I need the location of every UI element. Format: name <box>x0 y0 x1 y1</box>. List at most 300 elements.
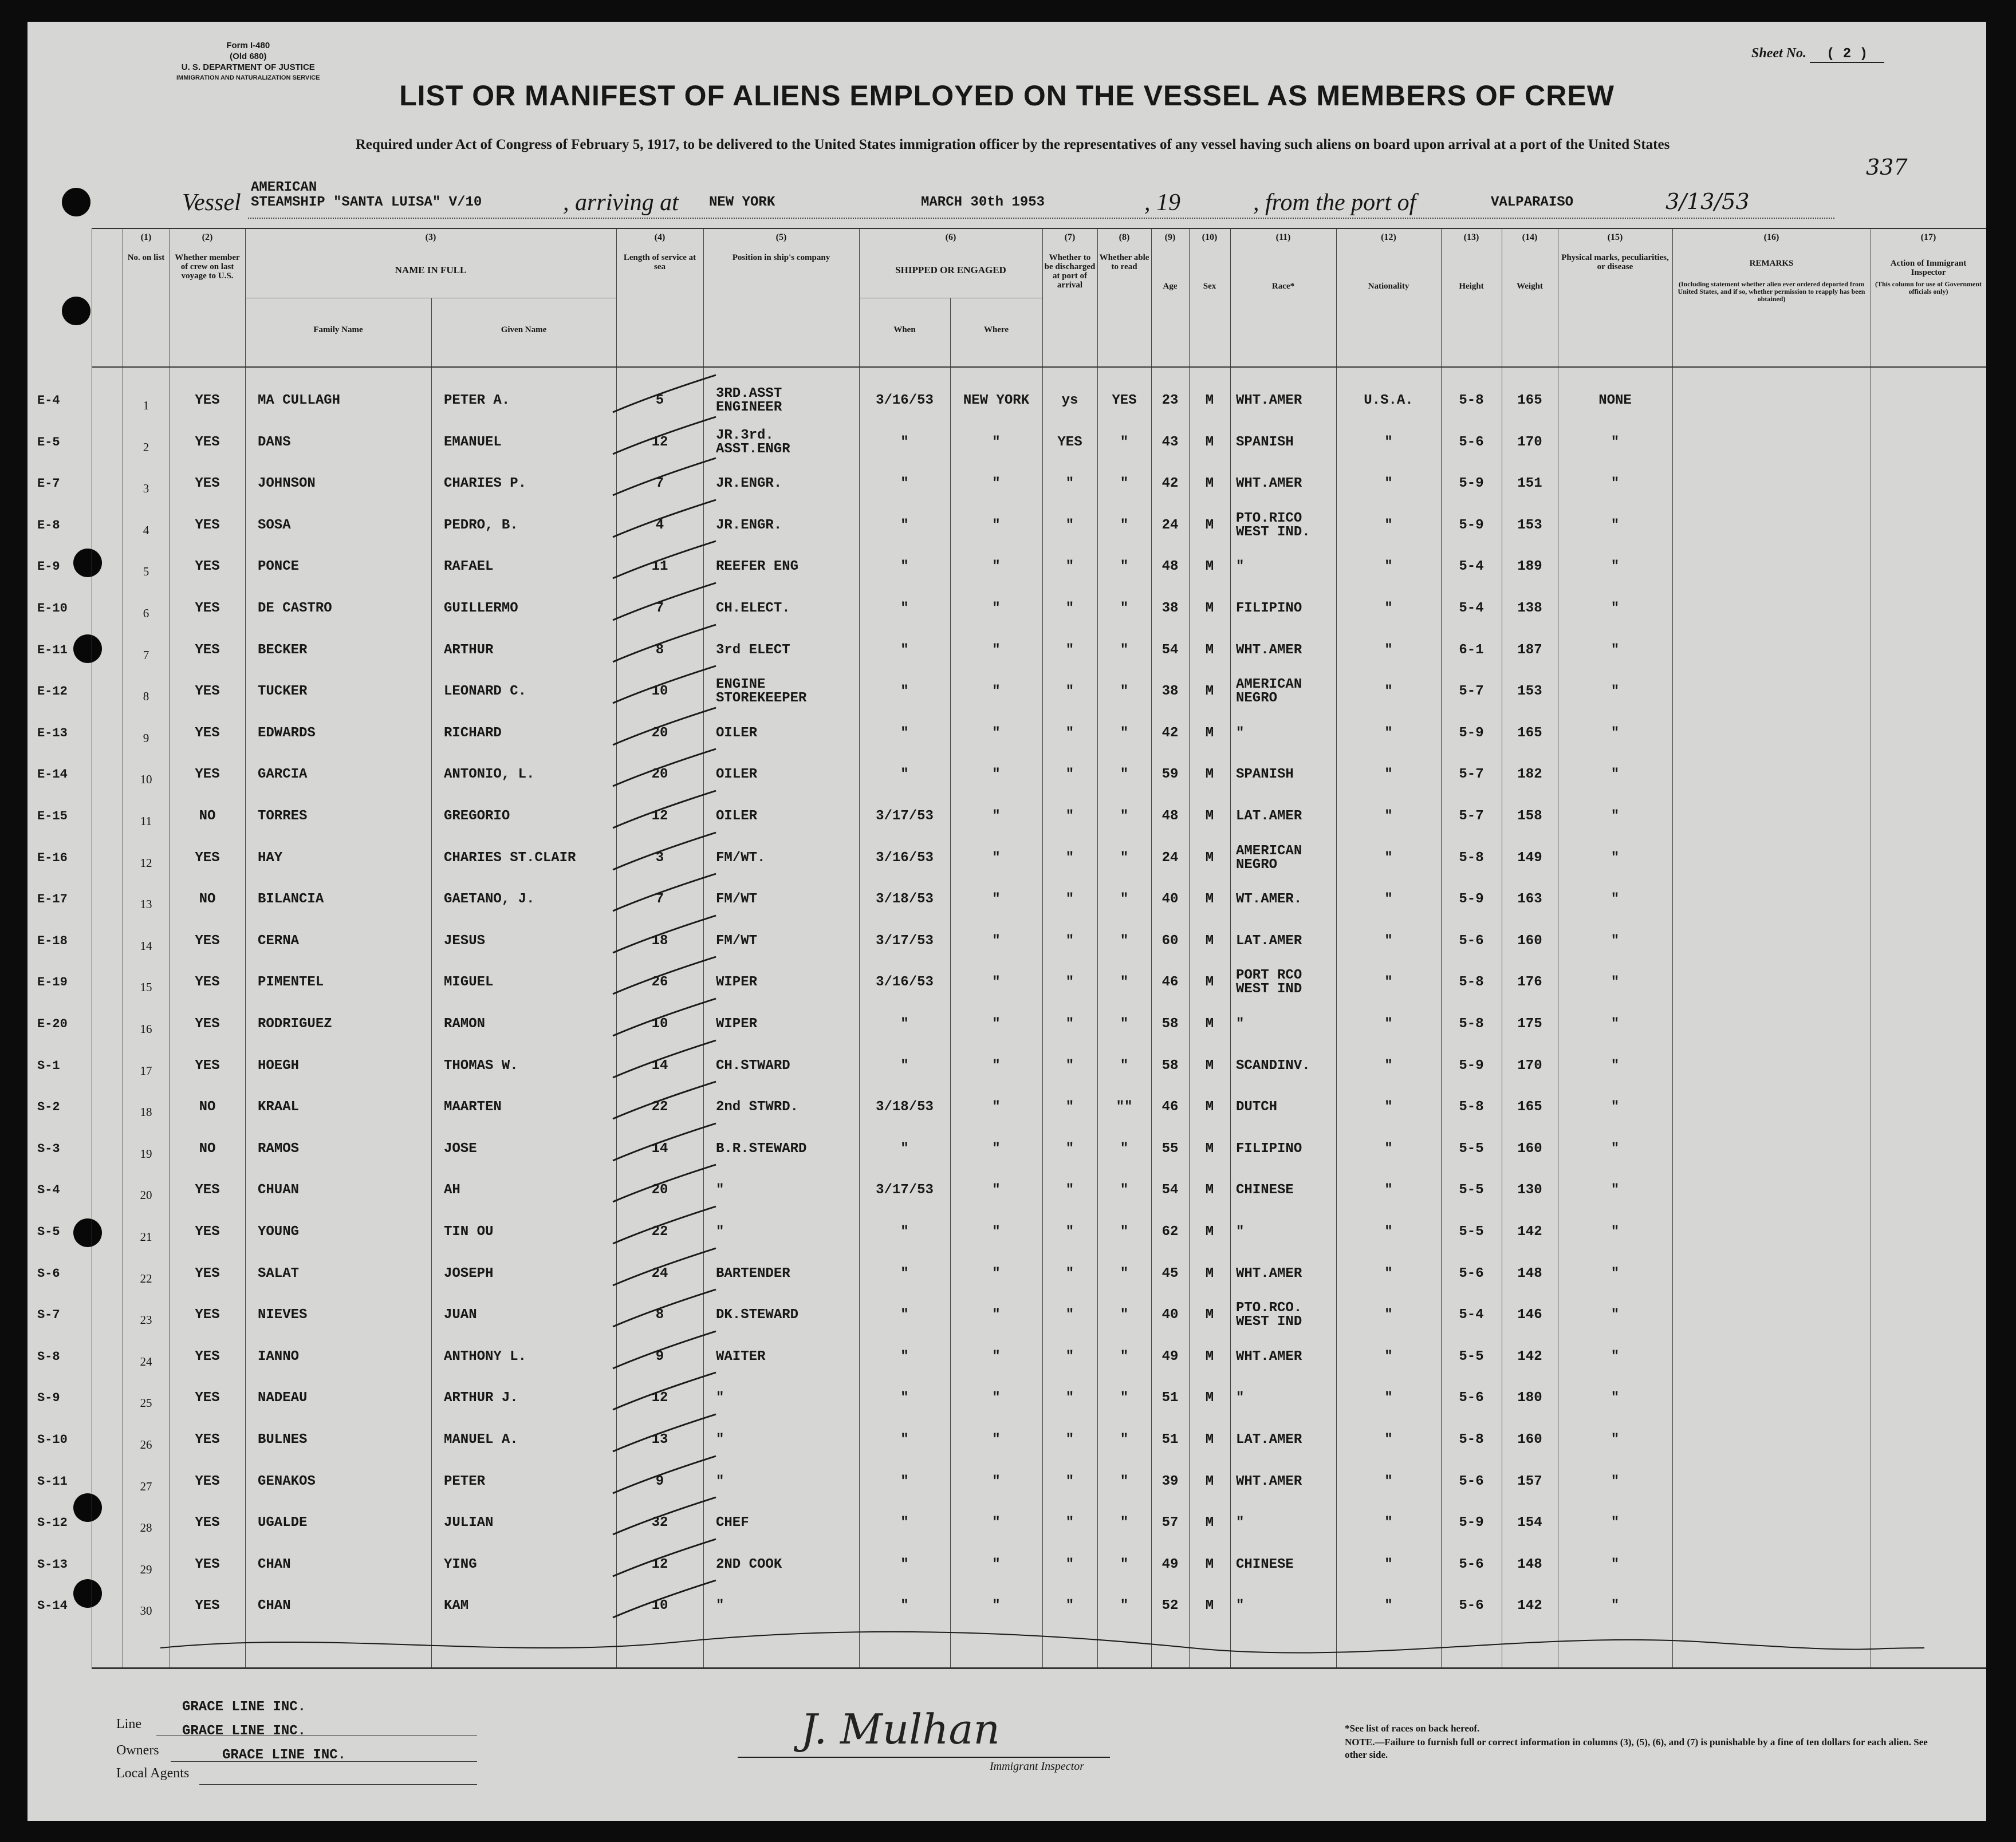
cell-id: S-5 <box>37 1225 60 1239</box>
cell-nat: " <box>1384 434 1393 450</box>
cell-prev: YES <box>195 1515 220 1531</box>
cell-sex: M <box>1205 434 1214 450</box>
check-mark-icon <box>607 1370 722 1415</box>
cell-race: SCANDINV. <box>1236 1058 1310 1074</box>
check-mark-icon <box>607 1494 722 1540</box>
cell-given: YING <box>444 1556 477 1572</box>
column-header: No. on list <box>127 253 165 262</box>
cell-when: " <box>900 1265 909 1281</box>
cell-id: E-16 <box>37 850 68 865</box>
cell-pos: 2ND COOK <box>716 1556 782 1572</box>
cell-race: PORT RCO WEST IND <box>1236 968 1302 997</box>
cell-pos: CHEF <box>716 1515 749 1531</box>
cell-age: 24 <box>1161 517 1179 533</box>
cell-given: KAM <box>444 1598 469 1614</box>
cell-pos: " <box>716 1182 724 1198</box>
cell-wt: 180 <box>1517 1390 1542 1406</box>
cell-family: MA CULLAGH <box>258 393 341 408</box>
cell-prev: YES <box>195 933 220 949</box>
cell-family: DANS <box>258 434 291 450</box>
cell-sex: M <box>1205 808 1214 824</box>
cell-prev: YES <box>195 393 220 408</box>
cell-wt: 153 <box>1517 517 1542 533</box>
cell-wt: 160 <box>1517 1432 1542 1447</box>
cell-where: " <box>992 1515 1001 1531</box>
check-mark-icon <box>607 1038 722 1083</box>
cell-age: 48 <box>1161 559 1179 575</box>
cell-race: AMERICAN NEGRO <box>1236 843 1302 873</box>
cell-pos: " <box>716 1473 724 1489</box>
cell-read: " <box>1120 434 1129 450</box>
cell-n: 10 <box>140 772 152 787</box>
cell-pos: 3RD.ASST ENGINEER <box>716 386 782 415</box>
cell-marks: " <box>1611 1348 1620 1364</box>
cell-read: " <box>1120 892 1129 908</box>
cell-family: KRAAL <box>258 1099 300 1115</box>
cell-nat: " <box>1384 1058 1393 1074</box>
owners-label: Owners <box>116 1743 159 1758</box>
cell-where: " <box>992 1432 1001 1447</box>
cell-when: 3/17/53 <box>876 1182 934 1198</box>
cell-id: S-13 <box>37 1557 68 1572</box>
cell-family: HAY <box>258 850 283 866</box>
cell-race: AMERICAN NEGRO <box>1236 677 1302 707</box>
cell-given: GAETANO, J. <box>444 892 535 908</box>
cell-id: E-15 <box>37 809 68 823</box>
cell-race: WHT.AMER <box>1236 393 1302 408</box>
column-number: (10) <box>1202 232 1218 242</box>
cell-nat: " <box>1384 1224 1393 1240</box>
cell-prev: YES <box>195 1307 220 1323</box>
remarks-note: (Including statement whether alien ever ordered deported from United States, and if so, whether permission to reapply has been obtained) <box>1678 280 1865 303</box>
cell-ht: 5-5 <box>1459 1141 1484 1157</box>
arrival-date: MARCH 30th 1953 <box>921 195 1045 210</box>
cell-where: " <box>992 1390 1001 1406</box>
shipped-when-header: When <box>893 325 916 334</box>
cell-read: " <box>1120 1473 1129 1489</box>
cell-race: CHINESE <box>1236 1182 1294 1198</box>
cell-svc: 8 <box>655 1307 664 1323</box>
cell-id: S-8 <box>37 1349 60 1364</box>
check-mark-icon <box>607 1328 722 1374</box>
cell-when: " <box>900 601 909 616</box>
cell-ht: 5-8 <box>1459 1016 1484 1032</box>
cell-nat: " <box>1384 1390 1393 1406</box>
cell-marks: " <box>1611 684 1620 700</box>
cell-race: WT.AMER. <box>1236 892 1302 908</box>
cell-wt: 146 <box>1517 1307 1542 1323</box>
cell-id: S-9 <box>37 1391 60 1406</box>
cell-race: FILIPINO <box>1236 601 1302 616</box>
cell-pos: CH.STWARD <box>716 1058 790 1074</box>
cell-id: E-4 <box>37 393 60 408</box>
cell-pos: JR.ENGR. <box>716 476 782 492</box>
cell-nat: " <box>1384 1182 1393 1198</box>
cell-ht: 5-6 <box>1459 1390 1484 1406</box>
cell-n: 17 <box>140 1063 152 1078</box>
cell-family: PONCE <box>258 559 300 575</box>
cell-age: 58 <box>1161 1058 1179 1074</box>
cell-wt: 158 <box>1517 808 1542 824</box>
cell-marks: " <box>1611 434 1620 450</box>
cell-ht: 5-5 <box>1459 1224 1484 1240</box>
cell-prev: YES <box>195 559 220 575</box>
cell-age: 38 <box>1161 601 1179 616</box>
cell-svc: 4 <box>655 517 664 533</box>
cell-sex: M <box>1205 1224 1214 1240</box>
cell-age: 23 <box>1161 393 1179 408</box>
column-number: (17) <box>1920 232 1936 242</box>
cell-read: " <box>1120 1182 1129 1198</box>
cell-wt: 176 <box>1517 975 1542 991</box>
cell-n: 6 <box>143 606 149 620</box>
cell-wt: 165 <box>1517 1099 1542 1115</box>
cell-sex: M <box>1205 642 1214 658</box>
cell-given: JOSEPH <box>444 1265 494 1281</box>
cell-svc: 26 <box>651 975 668 991</box>
cell-prev: YES <box>195 1556 220 1572</box>
cell-race: SPANISH <box>1236 767 1294 783</box>
cell-sex: M <box>1205 1348 1214 1364</box>
column-header: Length of service at sea <box>623 253 696 271</box>
check-mark-icon <box>607 414 722 460</box>
cell-sex: M <box>1205 1058 1214 1074</box>
cell-dis: " <box>1065 1265 1074 1281</box>
cell-where: " <box>992 1265 1001 1281</box>
cell-given: ANTONIO, L. <box>444 767 535 783</box>
column-number: (14) <box>1522 232 1538 242</box>
cell-race: WHT.AMER <box>1236 1473 1302 1489</box>
cell-prev: YES <box>195 1224 220 1240</box>
cell-pos: CH.ELECT. <box>716 601 790 616</box>
check-mark-icon <box>607 1204 722 1249</box>
cell-id: S-2 <box>37 1100 60 1115</box>
cell-when: " <box>900 767 909 783</box>
column-header: NAME IN FULL <box>395 265 467 275</box>
column-number: (15) <box>1607 232 1623 242</box>
cell-wt: 149 <box>1517 850 1542 866</box>
cell-id: S-4 <box>37 1183 60 1198</box>
cell-sex: M <box>1205 559 1214 575</box>
cell-when: 3/18/53 <box>876 892 934 908</box>
form-old-number: (Old 680) <box>230 52 267 61</box>
from-port: VALPARAISO <box>1491 195 1574 210</box>
cell-n: 13 <box>140 897 152 912</box>
cell-ht: 5-4 <box>1459 559 1484 575</box>
cell-marks: " <box>1611 767 1620 783</box>
cell-when: 3/16/53 <box>876 393 934 408</box>
column-header: Nationality <box>1368 282 1409 291</box>
cell-sex: M <box>1205 684 1214 700</box>
column-header: Position in ship's company <box>732 253 830 262</box>
cell-pos: OILER <box>716 767 758 783</box>
cell-where: NEW YORK <box>963 393 1030 408</box>
cell-age: 40 <box>1161 1307 1179 1323</box>
cell-race: LAT.AMER <box>1236 808 1302 824</box>
cell-where: " <box>992 642 1001 658</box>
cell-age: 62 <box>1161 1224 1179 1240</box>
column-number: (13) <box>1463 232 1479 242</box>
cell-pos: FM/WT. <box>716 850 766 866</box>
cell-id: E-19 <box>37 975 68 990</box>
check-mark-icon <box>607 1287 722 1332</box>
cell-age: 48 <box>1161 808 1179 824</box>
cell-age: 51 <box>1161 1390 1179 1406</box>
cell-marks: " <box>1611 725 1620 741</box>
cell-dis: YES <box>1057 434 1082 450</box>
cell-svc: 9 <box>655 1348 664 1364</box>
cell-race: WHT.AMER <box>1236 476 1302 492</box>
cell-where: " <box>992 850 1001 866</box>
cell-where: " <box>992 1099 1001 1115</box>
cell-id: S-3 <box>37 1141 60 1156</box>
cell-where: " <box>992 1348 1001 1364</box>
cell-when: " <box>900 559 909 575</box>
voyage-underline <box>248 218 1834 219</box>
cell-sex: M <box>1205 1016 1214 1032</box>
cell-dis: " <box>1065 1016 1074 1032</box>
cell-pos: B.R.STEWARD <box>716 1141 807 1157</box>
cell-wt: 160 <box>1517 1141 1542 1157</box>
local-agents-value: GRACE LINE INC. <box>222 1748 346 1763</box>
cell-pos: FM/WT <box>716 933 758 949</box>
cell-nat: " <box>1384 559 1393 575</box>
cell-ht: 5-7 <box>1459 767 1484 783</box>
cell-marks: " <box>1611 1473 1620 1489</box>
cell-pos: JR.ENGR. <box>716 517 782 533</box>
cell-family: BULNES <box>258 1432 308 1447</box>
cell-where: " <box>992 1598 1001 1614</box>
cell-prev: NO <box>199 808 216 824</box>
cell-n: 28 <box>140 1521 152 1535</box>
cell-prev: YES <box>195 1016 220 1032</box>
cell-dis: " <box>1065 1473 1074 1489</box>
cell-family: RODRIGUEZ <box>258 1016 332 1032</box>
handwritten-date: 3/13/53 <box>1665 189 1750 214</box>
cell-wt: 142 <box>1517 1348 1542 1364</box>
cell-prev: YES <box>195 601 220 616</box>
cell-marks: " <box>1611 476 1620 492</box>
cell-ht: 5-9 <box>1459 892 1484 908</box>
cell-given: AH <box>444 1182 460 1198</box>
cell-nat: " <box>1384 975 1393 991</box>
cell-age: 57 <box>1161 1515 1179 1531</box>
cell-wt: 163 <box>1517 892 1542 908</box>
cell-when: " <box>900 1598 909 1614</box>
form-number: Form I-480 <box>226 41 270 50</box>
cell-ht: 5-6 <box>1459 1556 1484 1572</box>
cell-nat: " <box>1384 725 1393 741</box>
column-number: (12) <box>1381 232 1396 242</box>
cell-race: PTO.RICO WEST IND. <box>1236 510 1310 540</box>
cell-prev: YES <box>195 1432 220 1447</box>
cell-marks: " <box>1611 1141 1620 1157</box>
cell-when: " <box>900 1141 909 1157</box>
cell-svc: 32 <box>651 1515 668 1531</box>
crew-table <box>37 228 1986 1669</box>
cell-nat: " <box>1384 892 1393 908</box>
cell-pos: 3rd ELECT <box>716 642 790 658</box>
cell-dis: " <box>1065 1598 1074 1614</box>
cell-when: 3/16/53 <box>876 850 934 866</box>
check-mark-icon <box>607 830 722 875</box>
sheet-number: ( 2 ) <box>1810 46 1884 63</box>
cell-family: IANNO <box>258 1348 300 1364</box>
cell-marks: " <box>1611 601 1620 616</box>
cell-wt: 189 <box>1517 559 1542 575</box>
cell-given: CHARIES P. <box>444 476 527 492</box>
cell-prev: YES <box>195 1058 220 1074</box>
cell-n: 3 <box>143 482 149 496</box>
arriving-label: , arriving at <box>563 190 679 216</box>
cell-given: THOMAS W. <box>444 1058 518 1074</box>
cell-svc: 11 <box>651 559 668 575</box>
cell-dis: " <box>1065 1224 1074 1240</box>
cell-id: E-18 <box>37 933 68 948</box>
cell-id: E-14 <box>37 767 68 782</box>
cell-family: YOUNG <box>258 1224 300 1240</box>
cell-family: BILANCIA <box>258 892 324 908</box>
check-mark-icon <box>607 1121 722 1166</box>
cell-read: " <box>1120 1432 1129 1447</box>
column-number: (3) <box>425 232 436 242</box>
cell-sex: M <box>1205 517 1214 533</box>
cell-family: UGALDE <box>258 1515 308 1531</box>
cell-pos: REEFER ENG <box>716 559 799 575</box>
check-mark-icon <box>607 1453 722 1499</box>
punch-hole <box>62 188 90 216</box>
cell-n: 24 <box>140 1354 152 1368</box>
cell-wt: 154 <box>1517 1515 1542 1531</box>
cell-given: GREGORIO <box>444 808 510 824</box>
cell-sex: M <box>1205 975 1214 991</box>
cell-dis: " <box>1065 1515 1074 1531</box>
cell-prev: YES <box>195 434 220 450</box>
cell-family: TORRES <box>258 808 308 824</box>
cell-family: SALAT <box>258 1265 300 1281</box>
cell-marks: " <box>1611 1224 1620 1240</box>
cell-svc: 20 <box>651 725 668 741</box>
cell-read: " <box>1120 601 1129 616</box>
form-identifier <box>176 40 320 84</box>
end-of-list-line <box>160 1625 1936 1659</box>
cell-family: GARCIA <box>258 767 308 783</box>
cell-family: BECKER <box>258 642 308 658</box>
cell-svc: 22 <box>651 1224 668 1240</box>
cell-svc: 20 <box>651 1182 668 1198</box>
cell-age: 54 <box>1161 642 1179 658</box>
cell-ht: 5-6 <box>1459 1473 1484 1489</box>
cell-given: PETER A. <box>444 393 510 408</box>
cell-where: " <box>992 725 1001 741</box>
cell-when: " <box>900 1556 909 1572</box>
cell-pos: 2nd STWRD. <box>716 1099 799 1115</box>
cell-dis: ys <box>1061 393 1078 408</box>
cell-ht: 5-4 <box>1459 1307 1484 1323</box>
cell-age: 46 <box>1161 975 1179 991</box>
cell-read: " <box>1120 808 1129 824</box>
cell-age: 45 <box>1161 1265 1179 1281</box>
cell-nat: " <box>1384 1099 1393 1115</box>
cell-marks: " <box>1611 892 1620 908</box>
cell-given: RAMON <box>444 1016 486 1032</box>
cell-where: " <box>992 808 1001 824</box>
cell-ht: 5-6 <box>1459 1265 1484 1281</box>
cell-when: " <box>900 476 909 492</box>
cell-marks: " <box>1611 1390 1620 1406</box>
cell-dis: " <box>1065 684 1074 700</box>
cell-age: 40 <box>1161 892 1179 908</box>
cell-read: " <box>1120 559 1129 575</box>
cell-dis: " <box>1065 1307 1074 1323</box>
cell-n: 9 <box>143 731 149 745</box>
cell-prev: YES <box>195 1182 220 1198</box>
cell-prev: NO <box>199 892 216 908</box>
column-header: Weight <box>1517 282 1543 291</box>
cell-svc: 10 <box>651 1598 668 1614</box>
department-name: U. S. DEPARTMENT OF JUSTICE <box>181 62 315 72</box>
cell-read: " <box>1120 725 1129 741</box>
check-mark-icon <box>607 1536 722 1582</box>
cell-dis: " <box>1065 850 1074 866</box>
cell-family: CHUAN <box>258 1182 300 1198</box>
cell-pos: " <box>716 1224 724 1240</box>
cell-when: " <box>900 1348 909 1364</box>
cell-when: " <box>900 517 909 533</box>
cell-wt: 170 <box>1517 434 1542 450</box>
column-number: (6) <box>945 232 956 242</box>
cell-where: " <box>992 1058 1001 1074</box>
cell-family: NIEVES <box>258 1307 308 1323</box>
cell-nat: U.S.A. <box>1364 393 1413 408</box>
cell-marks: " <box>1611 1265 1620 1281</box>
check-mark-icon <box>607 1577 722 1623</box>
cell-where: " <box>992 1182 1001 1198</box>
check-mark-icon <box>607 871 722 917</box>
cell-race: " <box>1236 559 1245 575</box>
cell-n: 25 <box>140 1396 152 1410</box>
cell-pos: " <box>716 1598 724 1614</box>
cell-sex: M <box>1205 1556 1214 1572</box>
cell-age: 51 <box>1161 1432 1179 1447</box>
cell-given: JESUS <box>444 933 486 949</box>
cell-nat: " <box>1384 1556 1393 1572</box>
cell-marks: " <box>1611 1016 1620 1032</box>
line-label: Line <box>116 1717 141 1731</box>
cell-id: E-17 <box>37 892 68 907</box>
cell-svc: 20 <box>651 767 668 783</box>
cell-ht: 5-9 <box>1459 476 1484 492</box>
cell-svc: 7 <box>655 601 664 616</box>
cell-prev: YES <box>195 1348 220 1364</box>
sheet-number-block <box>1751 46 1884 63</box>
cell-given: MAARTEN <box>444 1099 502 1115</box>
cell-age: 46 <box>1161 1099 1179 1115</box>
check-mark-icon <box>607 538 722 584</box>
cell-family: DE CASTRO <box>258 601 332 616</box>
check-mark-icon <box>607 497 722 543</box>
cell-race: LAT.AMER <box>1236 933 1302 949</box>
cell-sex: M <box>1205 476 1214 492</box>
cell-id: S-11 <box>37 1474 68 1489</box>
cell-read: " <box>1120 1058 1129 1074</box>
cell-marks: " <box>1611 933 1620 949</box>
cell-ht: 5-6 <box>1459 933 1484 949</box>
cell-given: CHARIES ST.CLAIR <box>444 850 576 866</box>
cell-wt: 165 <box>1517 393 1542 408</box>
cell-where: " <box>992 684 1001 700</box>
cell-id: S-7 <box>37 1308 60 1323</box>
